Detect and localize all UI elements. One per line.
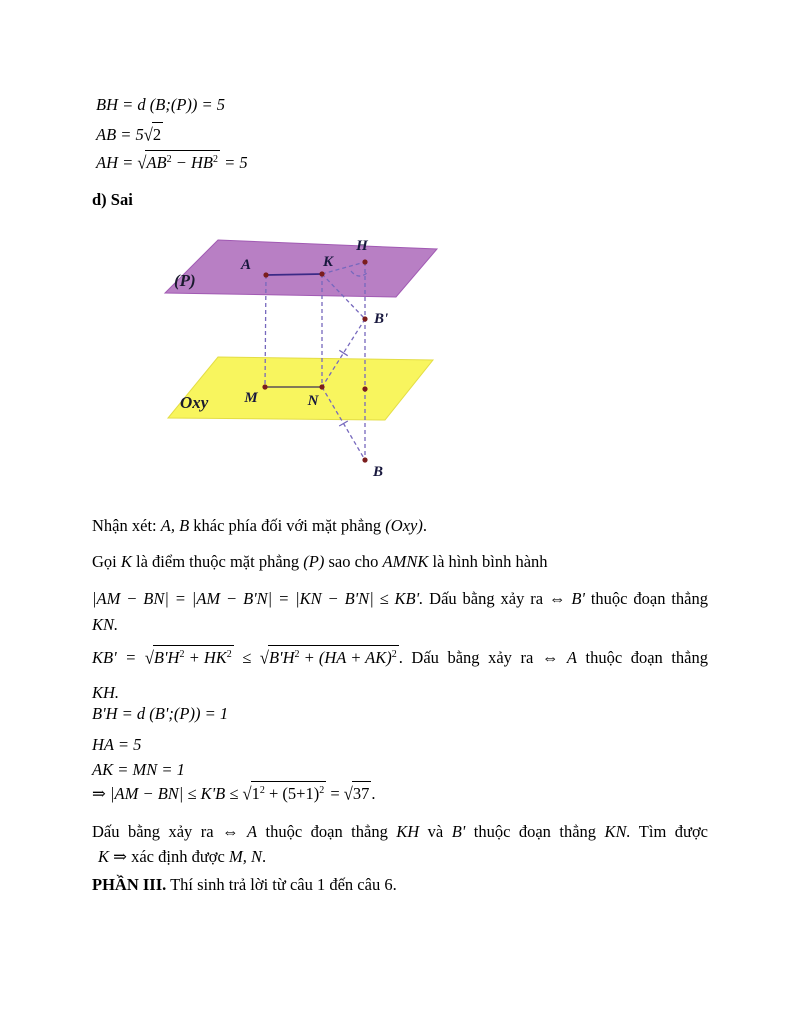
label-k: K	[322, 254, 334, 270]
point-b-trace	[362, 386, 367, 391]
formula-result-sqrt37: ⇒ $|AM - BN| \le K'B \le √1^2 + (5+1)^2 = √37$ .	[92, 781, 375, 807]
label-n: N	[307, 393, 319, 409]
figure-3d-planes	[152, 228, 462, 490]
conclusion-line: Dấu bằng xảy ra ⇔ A thuộc đoạn thẳng KH và B' thuộc đoạn thẳng KN. Tìm được	[92, 822, 708, 841]
goi-k-line: Gọi K là điểm thuộc mặt phẳng (P) sao cho AMNK là hình bình hành	[92, 552, 548, 571]
label-b: B	[373, 464, 384, 480]
kb-sqrt-cont: KH.	[92, 683, 120, 702]
point-n	[319, 384, 324, 389]
segment-ak	[266, 274, 322, 275]
label-h: H	[356, 238, 368, 254]
point-m	[262, 384, 267, 389]
tick-n-b	[339, 421, 348, 426]
formula-ab: AB = 5√2	[96, 122, 163, 148]
formula-ak-mn: AK = MN = 1	[92, 760, 185, 779]
formula-bprime-h: B'H = d (B';(P)) = 1	[92, 704, 229, 723]
point-b	[362, 457, 367, 462]
plane-p	[165, 240, 437, 297]
formula-bh: BH = d (B;(P)) = 5	[96, 95, 226, 114]
label-plane-p: (P)	[174, 271, 196, 290]
formula-ah: AH = $√AB^2 - HB^2 = 5$	[96, 150, 248, 176]
label-m: M	[244, 390, 258, 406]
tick-bprime-n	[339, 350, 347, 355]
kb-sqrt-line: $KB' = √B'H^2 + HK^2 \le √B'H^2 + (HA + AK)^2$ . Dấu bằng xảy ra ⇔ A thuộc đoạn thẳng	[92, 645, 708, 671]
point-a	[263, 272, 268, 277]
label-bprime: B'	[374, 311, 389, 327]
section-phan-iii: PHẦN III. Thí sinh trả lời từ câu 1 đến câu 6.	[92, 875, 397, 894]
point-h	[362, 259, 367, 264]
conclusion-cont: K ⇒ xác định được M, N.	[98, 847, 267, 866]
formula-ha: HA = 5	[92, 735, 142, 754]
ineq-am-bn-line: |AM − BN| = |AM − B'N| = |KN − B'N| ≤ KB'. Dấu bằng xảy ra ⇔ B' thuộc đoạn thẳng	[92, 589, 708, 608]
answer-d-label: d) Sai	[92, 190, 133, 209]
point-bprime	[362, 316, 367, 321]
remark-line: Nhận xét: A, B khác phía đối với mặt phẳng (Oxy).	[92, 516, 427, 535]
point-k	[319, 271, 324, 276]
label-plane-oxy: Oxy	[180, 393, 209, 412]
label-a: A	[240, 257, 252, 273]
ineq-am-bn-cont: KN.	[92, 615, 119, 634]
